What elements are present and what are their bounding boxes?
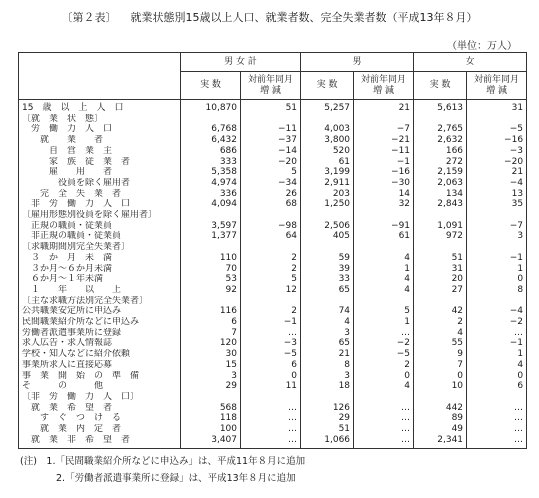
- cell-level: 92: [181, 285, 241, 296]
- cell-level: 2: [414, 317, 467, 328]
- cell-level: 1,377: [181, 231, 241, 242]
- cell-change: 26: [241, 189, 301, 200]
- cell-level: 70: [181, 264, 241, 275]
- cell-level: 1,250: [301, 199, 354, 210]
- cell-level: [181, 210, 241, 221]
- cell-change: [354, 242, 414, 253]
- cell-change: −20: [467, 157, 527, 168]
- cell-level: 30: [181, 349, 241, 360]
- table-row: [19, 114, 527, 125]
- cell-change: [467, 114, 527, 125]
- cell-change: …: [241, 435, 301, 448]
- cell-change: 1: [354, 264, 414, 275]
- cell-change: −11: [354, 146, 414, 157]
- row-label: ６か月〜１年未満: [19, 274, 181, 285]
- cell-change: 5: [241, 167, 301, 178]
- cell-level: 4: [414, 328, 467, 339]
- cell-change: 21: [467, 167, 527, 178]
- cell-change: 4: [354, 253, 414, 264]
- cell-change: [354, 210, 414, 221]
- table-row: [19, 124, 527, 135]
- cell-level: 3: [301, 371, 354, 382]
- cell-level: 29: [181, 381, 241, 392]
- cell-level: 2,765: [414, 124, 467, 135]
- cell-level: 6: [181, 317, 241, 328]
- cell-change: 0: [467, 371, 527, 382]
- col-header-change: 対前年同月 増 減: [354, 72, 414, 100]
- cell-level: 116: [181, 306, 241, 317]
- table-row: [19, 146, 527, 157]
- cell-change: 2: [241, 253, 301, 264]
- cell-change: [354, 296, 414, 307]
- cell-change: −34: [241, 178, 301, 189]
- row-label: １ 年 以 上: [19, 285, 181, 296]
- cell-level: 2,506: [301, 221, 354, 232]
- row-label: 〔求職期間別完全失業者〕: [19, 242, 181, 253]
- cell-level: 3,199: [301, 167, 354, 178]
- cell-change: 4: [467, 360, 527, 371]
- cell-change: −5: [467, 124, 527, 135]
- cell-level: 4,974: [181, 178, 241, 189]
- row-label: 就 業 者: [19, 135, 181, 146]
- cell-level: 51: [414, 253, 467, 264]
- cell-change: −11: [241, 124, 301, 135]
- group-header-total: 男 女 計: [181, 53, 301, 72]
- cell-level: 3,407: [181, 435, 241, 448]
- cell-change: −16: [354, 167, 414, 178]
- cell-level: 100: [181, 424, 241, 435]
- footnotes: [20, 453, 305, 487]
- cell-change: …: [241, 413, 301, 424]
- cell-level: 6,768: [181, 124, 241, 135]
- cell-level: 972: [414, 231, 467, 242]
- cell-level: 33: [301, 274, 354, 285]
- cell-level: [301, 296, 354, 307]
- row-label: 民間職業紹介所などに申込み: [19, 317, 181, 328]
- cell-change: 32: [354, 199, 414, 210]
- cell-change: 35: [467, 199, 527, 210]
- cell-level: [414, 114, 467, 125]
- table-row: [19, 221, 527, 232]
- cell-change: 8: [467, 285, 527, 296]
- table-row: [19, 157, 527, 168]
- row-label: ３か月〜６か月未満: [19, 264, 181, 275]
- cell-change: −14: [241, 146, 301, 157]
- table-row: [19, 424, 527, 435]
- cell-change: [354, 114, 414, 125]
- cell-change: −21: [354, 135, 414, 146]
- table-row: [19, 338, 527, 349]
- cell-change: −4: [467, 306, 527, 317]
- table-row: [19, 413, 527, 424]
- footnote-2: 2.「労働者派遣事業所に登録」は、平成13年８月に追加: [56, 473, 296, 484]
- cell-change: [354, 392, 414, 403]
- row-label: 〔就 業 状 態〕: [19, 114, 181, 125]
- col-header-level: 実 数: [301, 72, 354, 100]
- cell-change: [241, 392, 301, 403]
- cell-level: [301, 242, 354, 253]
- cell-change: 5: [354, 306, 414, 317]
- cell-change: 6: [467, 381, 527, 392]
- cell-level: 118: [181, 413, 241, 424]
- table-row: [19, 403, 527, 414]
- cell-change: …: [467, 435, 527, 448]
- row-label: 〔非 労 働 力 人 口〕: [19, 392, 181, 403]
- col-header-change: 対前年同月 増 減: [467, 72, 527, 100]
- row-label: 15 歳 以 上 人 口: [19, 100, 181, 114]
- cell-level: 7: [414, 360, 467, 371]
- row-label: 就 業 内 定 者: [19, 424, 181, 435]
- col-header-level: 実 数: [181, 72, 241, 100]
- cell-level: 9: [414, 349, 467, 360]
- group-header-male: 男: [301, 53, 414, 72]
- row-label: 正規の職員・従業員: [19, 221, 181, 232]
- cell-change: −2: [354, 338, 414, 349]
- cell-level: 3: [181, 371, 241, 382]
- cell-change: [241, 296, 301, 307]
- cell-level: 686: [181, 146, 241, 157]
- cell-level: 5,358: [181, 167, 241, 178]
- cell-change: −1: [354, 157, 414, 168]
- row-header-blank: [19, 53, 181, 100]
- table-row: [19, 317, 527, 328]
- cell-level: [301, 392, 354, 403]
- cell-change: 0: [354, 371, 414, 382]
- cell-level: 49: [414, 424, 467, 435]
- cell-level: 134: [414, 189, 467, 200]
- row-label: 完 全 失 業 者: [19, 189, 181, 200]
- cell-level: 8: [301, 360, 354, 371]
- cell-level: 42: [414, 306, 467, 317]
- cell-level: 203: [301, 189, 354, 200]
- row-label: 求人広告・求人情報誌: [19, 338, 181, 349]
- cell-change: 64: [241, 231, 301, 242]
- table-row: [19, 381, 527, 392]
- cell-level: [414, 242, 467, 253]
- cell-level: 59: [301, 253, 354, 264]
- cell-change: 68: [241, 199, 301, 210]
- cell-change: −1: [467, 338, 527, 349]
- cell-level: 89: [414, 413, 467, 424]
- cell-change: 2: [241, 306, 301, 317]
- cell-change: …: [241, 424, 301, 435]
- cell-change: −1: [241, 317, 301, 328]
- cell-change: 13: [467, 189, 527, 200]
- cell-level: 51: [301, 424, 354, 435]
- row-label: 就 業 非 希 望 者: [19, 435, 181, 448]
- table-row: [19, 199, 527, 210]
- cell-level: 18: [301, 381, 354, 392]
- cell-change: −5: [241, 349, 301, 360]
- row-label: 〔雇用形態別役員を除く雇用者〕: [19, 210, 181, 221]
- cell-change: …: [354, 435, 414, 448]
- cell-level: 272: [414, 157, 467, 168]
- row-label: ３ か 月 未 満: [19, 253, 181, 264]
- cell-change: …: [467, 424, 527, 435]
- cell-change: −3: [241, 338, 301, 349]
- table-title-text: 就業状態別15歳以上人口、就業者数、完全失業者数（平成13年８月）: [130, 11, 478, 24]
- cell-change: 4: [354, 381, 414, 392]
- cell-change: −2: [467, 317, 527, 328]
- cell-level: 520: [301, 146, 354, 157]
- cell-change: …: [241, 403, 301, 414]
- cell-level: [181, 114, 241, 125]
- table-body: [19, 100, 527, 449]
- cell-change: …: [354, 413, 414, 424]
- cell-level: 10: [414, 381, 467, 392]
- cell-level: 405: [301, 231, 354, 242]
- cell-level: 2,063: [414, 178, 467, 189]
- statistics-table: [18, 52, 527, 449]
- cell-change: 14: [354, 189, 414, 200]
- cell-level: 2,843: [414, 199, 467, 210]
- cell-change: 4: [354, 285, 414, 296]
- cell-change: 2: [354, 360, 414, 371]
- cell-change: [241, 114, 301, 125]
- cell-level: 1,091: [414, 221, 467, 232]
- cell-change: −98: [241, 221, 301, 232]
- table-row: [19, 242, 527, 253]
- cell-change: −4: [467, 178, 527, 189]
- cell-change: [467, 392, 527, 403]
- cell-level: 5,257: [301, 100, 354, 114]
- cell-change: 51: [241, 100, 301, 114]
- cell-change: −30: [354, 178, 414, 189]
- cell-level: [414, 210, 467, 221]
- cell-change: 2: [241, 264, 301, 275]
- cell-change: …: [354, 424, 414, 435]
- cell-level: 1,066: [301, 435, 354, 448]
- table-row: [19, 189, 527, 200]
- cell-level: 2,632: [414, 135, 467, 146]
- cell-change: −91: [354, 221, 414, 232]
- cell-change: −20: [241, 157, 301, 168]
- table-row: [19, 100, 527, 114]
- cell-level: 4,003: [301, 124, 354, 135]
- cell-change: …: [467, 413, 527, 424]
- cell-level: 20: [414, 274, 467, 285]
- row-label: 公共職業安定所に申込み: [19, 306, 181, 317]
- row-label: 〔主な求職方法別完全失業者〕: [19, 296, 181, 307]
- table-row: [19, 253, 527, 264]
- table-title: [0, 9, 539, 25]
- cell-change: −3: [467, 146, 527, 157]
- cell-change: 1: [467, 349, 527, 360]
- row-label: そ の 他: [19, 381, 181, 392]
- table-row: [19, 285, 527, 296]
- row-label: 役員を除く雇用者: [19, 178, 181, 189]
- cell-level: 2,159: [414, 167, 467, 178]
- table-row: [19, 274, 527, 285]
- cell-change: 1: [354, 317, 414, 328]
- cell-level: 0: [414, 371, 467, 382]
- table-number: 〔第２表〕: [61, 11, 117, 24]
- cell-level: 61: [301, 157, 354, 168]
- cell-level: [301, 210, 354, 221]
- cell-change: [467, 296, 527, 307]
- cell-level: 65: [301, 338, 354, 349]
- cell-change: 0: [467, 274, 527, 285]
- row-label: 労 働 力 人 口: [19, 124, 181, 135]
- table-row: [19, 435, 527, 448]
- table-row: [19, 231, 527, 242]
- table-row: [19, 349, 527, 360]
- cell-change: …: [241, 328, 301, 339]
- cell-change: …: [354, 328, 414, 339]
- row-label: 事 業 開 始 の 準 備: [19, 371, 181, 382]
- cell-level: 65: [301, 285, 354, 296]
- cell-level: 15: [181, 360, 241, 371]
- row-label: 家 族 従 業 者: [19, 157, 181, 168]
- cell-level: 39: [301, 264, 354, 275]
- cell-change: −37: [241, 135, 301, 146]
- cell-level: [414, 392, 467, 403]
- cell-level: [301, 114, 354, 125]
- cell-level: 568: [181, 403, 241, 414]
- row-label: 学校・知人などに紹介依頼: [19, 349, 181, 360]
- table-row: [19, 167, 527, 178]
- cell-level: 126: [301, 403, 354, 414]
- row-label: 自 営 業 主: [19, 146, 181, 157]
- cell-change: [467, 242, 527, 253]
- cell-change: 12: [241, 285, 301, 296]
- col-header-level: 実 数: [414, 72, 467, 100]
- cell-change: 21: [354, 100, 414, 114]
- cell-change: …: [467, 403, 527, 414]
- cell-change: 4: [354, 274, 414, 285]
- cell-change: …: [354, 403, 414, 414]
- cell-level: 53: [181, 274, 241, 285]
- table-row: [19, 210, 527, 221]
- cell-change: 11: [241, 381, 301, 392]
- cell-level: 7: [181, 328, 241, 339]
- cell-level: 29: [301, 413, 354, 424]
- footnote-1: (注) 1.「民間職業紹介所などに申込み」は、平成11年８月に追加: [20, 456, 306, 467]
- row-label: 雇 用 者: [19, 167, 181, 178]
- table-row: [19, 392, 527, 403]
- table-row: [19, 296, 527, 307]
- cell-level: 55: [414, 338, 467, 349]
- cell-level: 442: [414, 403, 467, 414]
- table-row: [19, 135, 527, 146]
- table-row: [19, 360, 527, 371]
- row-label: 労働者派遣事業所に登録: [19, 328, 181, 339]
- cell-level: [181, 242, 241, 253]
- cell-level: 3,800: [301, 135, 354, 146]
- cell-level: [181, 296, 241, 307]
- row-label: 非正規の職員・従業員: [19, 231, 181, 242]
- cell-level: 4,094: [181, 199, 241, 210]
- cell-level: 110: [181, 253, 241, 264]
- row-label: す ぐ つ け る: [19, 413, 181, 424]
- cell-level: 27: [414, 285, 467, 296]
- row-label: 事業所求人に直接応募: [19, 360, 181, 371]
- cell-level: 6,432: [181, 135, 241, 146]
- cell-change: −1: [467, 253, 527, 264]
- cell-change: [241, 242, 301, 253]
- cell-level: 3,597: [181, 221, 241, 232]
- cell-change: 3: [467, 231, 527, 242]
- cell-change: 1: [467, 264, 527, 275]
- cell-level: 5,613: [414, 100, 467, 114]
- cell-change: −7: [354, 124, 414, 135]
- cell-change: 31: [467, 100, 527, 114]
- unit-note: （単位：万人）: [447, 41, 517, 52]
- group-header-female: 女: [414, 53, 527, 72]
- cell-change: 5: [241, 274, 301, 285]
- row-label: 就 業 希 望 者: [19, 403, 181, 414]
- table-row: [19, 264, 527, 275]
- cell-change: −7: [467, 221, 527, 232]
- cell-change: [241, 210, 301, 221]
- table-row: [19, 371, 527, 382]
- cell-change: 61: [354, 231, 414, 242]
- cell-level: 4: [301, 317, 354, 328]
- cell-level: [181, 392, 241, 403]
- cell-level: 21: [301, 349, 354, 360]
- cell-level: 3: [301, 328, 354, 339]
- cell-level: 336: [181, 189, 241, 200]
- cell-level: 31: [414, 264, 467, 275]
- cell-change: [467, 210, 527, 221]
- cell-change: −16: [467, 135, 527, 146]
- cell-level: 120: [181, 338, 241, 349]
- cell-level: 333: [181, 157, 241, 168]
- cell-level: 10,870: [181, 100, 241, 114]
- cell-change: 6: [241, 360, 301, 371]
- table-row: [19, 178, 527, 189]
- cell-change: …: [467, 328, 527, 339]
- cell-level: 2,341: [414, 435, 467, 448]
- table-row: [19, 328, 527, 339]
- row-label: 非 労 働 力 人 口: [19, 199, 181, 210]
- cell-level: 2,911: [301, 178, 354, 189]
- cell-level: 74: [301, 306, 354, 317]
- cell-change: −5: [354, 349, 414, 360]
- cell-change: 0: [241, 371, 301, 382]
- col-header-change: 対前年同月 増 減: [241, 72, 301, 100]
- table-row: [19, 306, 527, 317]
- cell-level: [414, 296, 467, 307]
- cell-level: 166: [414, 146, 467, 157]
